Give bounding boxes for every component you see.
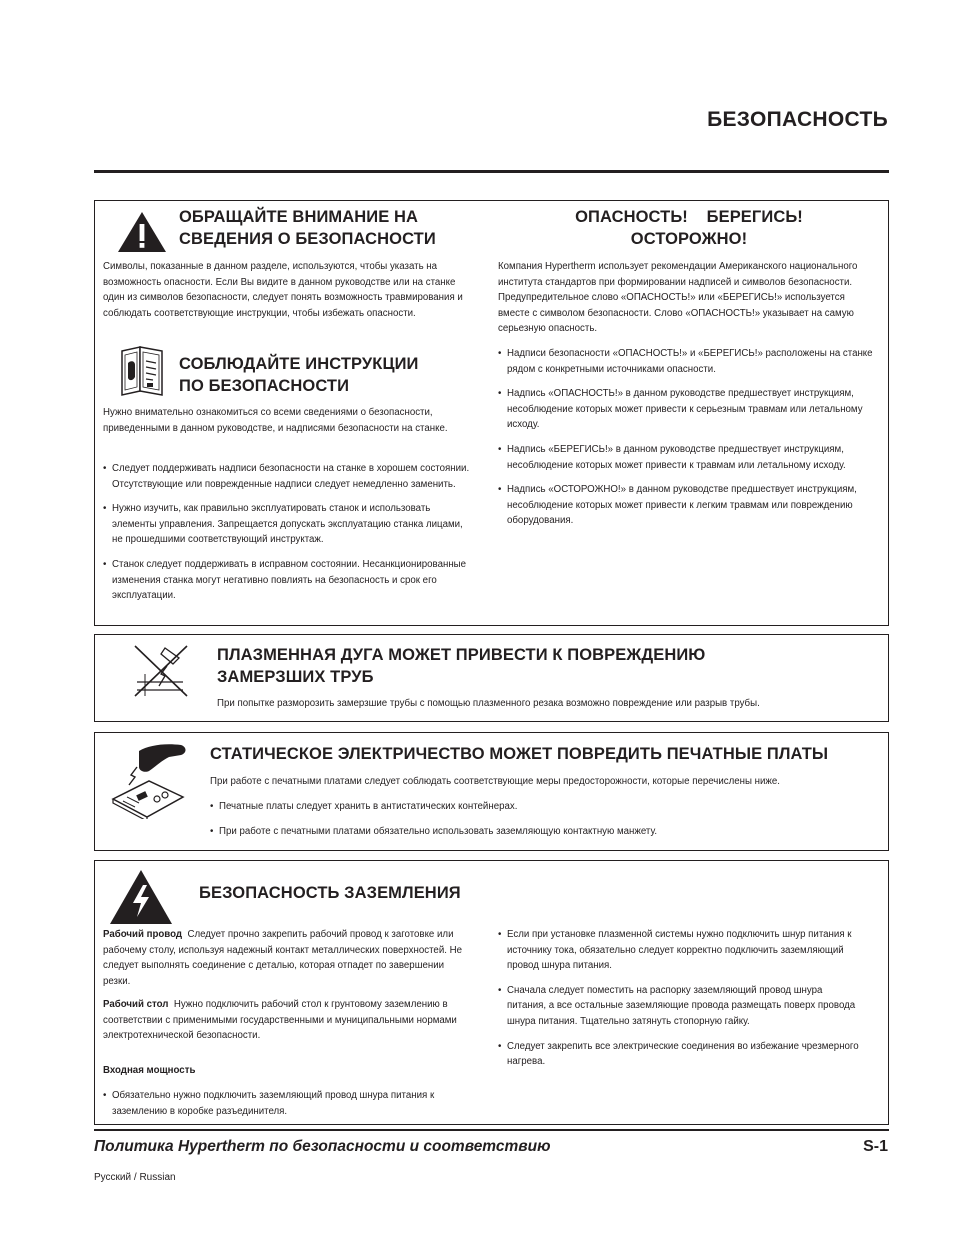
language-label: Русский / Russian: [94, 1172, 176, 1183]
grounding-safety-box: [94, 860, 889, 1125]
grounding-right-bullets: [498, 927, 864, 1079]
left-bullet-list: [103, 461, 475, 613]
list-item: • Следует поддерживать надписи безопасности на станке в хорошем состоянии. Отсутствующие или поврежденные надписи следует немедленно заменить.: [103, 461, 475, 492]
bottom-divider: [94, 1129, 889, 1131]
list-item: • При работе с печатными платами обязательно использовать заземляющую контактную манжету.: [210, 824, 875, 840]
list-item: • Печатные платы следует хранить в антистатических контейнерах.: [210, 799, 875, 815]
work-table-label: Рабочий стол: [103, 999, 169, 1010]
page-number: S-1: [863, 1138, 888, 1155]
frozen-pipes-heading: ПЛАЗМЕННАЯ ДУГА МОЖЕТ ПРИВЕСТИ К ПОВРЕЖДЕНИЮ ЗАМЕРЗШИХ ТРУБ: [217, 646, 706, 686]
left-heading: ОБРАЩАЙТЕ ВНИМАНИЕ НА СВЕДЕНИЯ О БЕЗОПАСНОСТИ: [179, 208, 436, 248]
static-electricity-box: [94, 732, 889, 851]
list-item: • Сначала следует поместить на распорку заземляющий провод шнура питания, а все остальные заземляющие провода размещать поверх провода шнура питания. Тщательно затянуть стопорную гайку.: [498, 983, 864, 1030]
warning-triangle-icon: [117, 211, 167, 253]
left-subheading: СОБЛЮДАЙТЕ ИНСТРУКЦИИ ПО БЕЗОПАСНОСТИ: [179, 355, 419, 395]
list-item: • Станок следует поддерживать в исправном состоянии. Несанкционированные изменения станка могут негативно повлиять на безопасность и срок его эксплуатации.: [103, 557, 475, 604]
electrical-hazard-icon: [109, 869, 173, 925]
list-item: • Следует закрепить все электрические соединения во избежание чрезмерного нагрева.: [498, 1039, 864, 1070]
static-bullet-list: [210, 799, 875, 848]
work-lead-text: Следует прочно закрепить рабочий провод к заготовке или рабочему столу, используя надежный контакт металлических поверхностей. Не следует выполнять соединение с деталью, которая отпадет по завершении резки.: [103, 929, 462, 987]
pipe-thaw-prohibited-icon: [131, 644, 191, 698]
static-heading: СТАТИЧЕСКОЕ ЭЛЕКТРИЧЕСТВО МОЖЕТ ПОВРЕДИТЬ ПЕЧАТНЫЕ ПЛАТЫ: [210, 745, 829, 763]
left-intro-text: Символы, показанные в данном разделе, используются, чтобы указать на возможность опасности. Если Вы видите в данном руководстве или на станке один из символов безопасности, следует понять возможность травмирования и соблюдать соответствующие инструкции, чтобы избежать опасности.: [103, 261, 463, 319]
input-power-label: Входная мощность: [103, 1065, 196, 1076]
list-item: • Если при установке плазменной системы нужно подключить шнур питания к источнику тока, обязательно следует корректно подключить заземляющий провод шнура питания.: [498, 927, 864, 974]
frozen-pipes-box: [94, 634, 889, 722]
work-table-text: Нужно подключить рабочий стол к грунтовому заземлению в соответствии с применимыми государственными и муниципальными нормами электротехнической безопасности.: [103, 999, 457, 1042]
list-item: • Надпись «ОПАСНОСТЬ!» в данном руководстве предшествует инструкциям, несоблюдение которых может привести к серьезным травмам или летальному исходу.: [498, 386, 876, 433]
page-title: БЕЗОПАСНОСТЬ: [707, 108, 888, 131]
footer-title: Политика Hypertherm по безопасности и соответствию: [94, 1138, 551, 1155]
static-hand-circuit-board-icon: [109, 741, 193, 819]
left-sub-text: Нужно внимательно ознакомиться со всеми сведениями о безопасности, приведенными в данном руководстве, и надписями безопасности на станке.: [103, 407, 448, 434]
list-item: • Надпись «ОСТОРОЖНО!» в данном руководстве предшествует инструкциям, несоблюдение которых может привести к легким травмам или повреждению оборудования.: [498, 482, 876, 529]
right-intro-text: Компания Hypertherm использует рекомендации Американского национального института стандартов при формировании надписей и символов безопасности. Предупредительное слово «ОПАСНОСТЬ!» или «БЕРЕГИСЬ!» используется вместе с символом безопасности. Слово «ОПАСНОСТЬ!» указывает на самую серьезную опасность.: [498, 261, 858, 335]
grounding-heading: БЕЗОПАСНОСТЬ ЗАЗЕМЛЕНИЯ: [199, 884, 461, 902]
frozen-pipes-text: При попытке разморозить замерзшие трубы с помощью плазменного резака возможно повреждение или разрыв трубы.: [217, 698, 760, 709]
list-item: • Надпись «БЕРЕГИСЬ!» в данном руководстве предшествует инструкциям, несоблюдение которых может привести к травмам или летальному исходу.: [498, 442, 876, 473]
list-item: • Обязательно нужно подключить заземляющий провод шнура питания к заземлению в коробке разъединителя.: [103, 1088, 465, 1119]
work-lead-label: Рабочий провод: [103, 929, 183, 940]
safety-info-box: [94, 200, 889, 626]
work-lead-paragraph: [103, 927, 465, 989]
list-item: • Нужно изучить, как правильно эксплуатировать станок и использовать элементы управления. Запрещается допускать эксплуатацию станка лицами, не прошедшими соответствующий инструктаж.: [103, 501, 475, 548]
static-intro-text: При работе с печатными платами следует соблюдать соответствующие меры предосторожности, которые перечислены ниже.: [210, 776, 780, 787]
top-divider: [94, 170, 889, 173]
right-bullet-list: [498, 346, 876, 538]
list-item: • Надписи безопасности «ОПАСНОСТЬ!» и «БЕРЕГИСЬ!» расположены на станке рядом с конкретными источниками опасности.: [498, 346, 876, 377]
grounding-left-bullets: [103, 1088, 465, 1128]
right-heading: ОПАСНОСТЬ! БЕРЕГИСЬ! ОСТОРОЖНО!: [575, 208, 803, 248]
work-table-paragraph: [103, 997, 465, 1044]
instruction-book-icon: [119, 345, 165, 397]
